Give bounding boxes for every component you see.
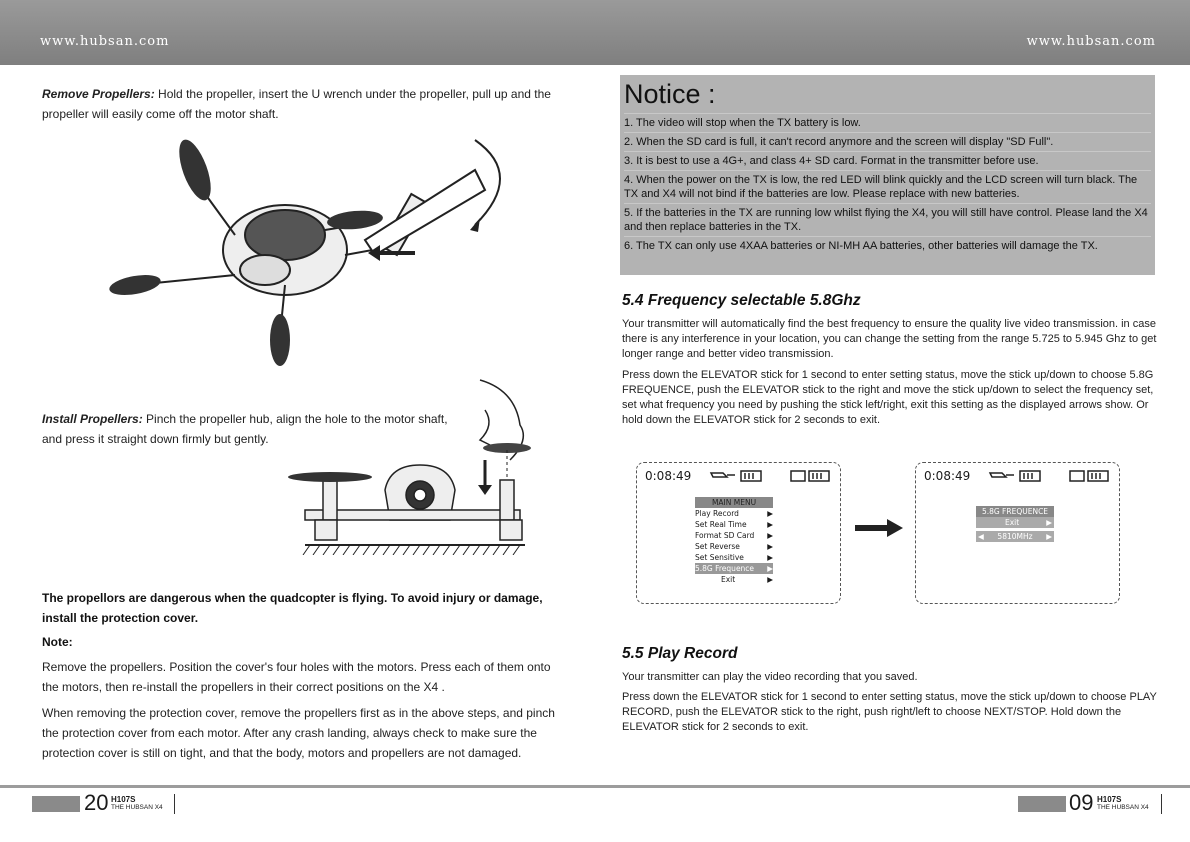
menu-item-label: Play Record [695, 509, 739, 518]
right-page-number: 09 [1069, 790, 1094, 815]
remove-propellers-paragraph [42, 84, 562, 124]
notice-item: 5. If the batteries in the TX are running low whilst flying the X4, you will still have control. Please land the X4 and then replace batteries in the TX. [624, 203, 1151, 234]
screen-time: 0:08:49 [924, 469, 971, 483]
section-5-5-paragraph-1: Your transmitter can play the video recording that you saved. [622, 671, 918, 683]
play-arrow-icon: ▶ [767, 542, 773, 551]
screen-time: 0:08:49 [645, 469, 692, 483]
section-5-4-paragraph-1: Your transmitter will automatically find the best frequency to ensure the quality live video transmission. in case there is any interference in your location, you can change the setting from the range 5.725 to 5.945 Ghz to get longer range and better video transmission. [622, 318, 1157, 360]
frequency-menu-header: 5.8G FREQUENCE [976, 506, 1054, 517]
exit-label: Exit [1005, 518, 1020, 527]
play-arrow-icon: ▶ [767, 564, 773, 573]
model-subtitle: THE HUBSAN X4 [111, 804, 163, 811]
safety-warning: The propellors are dangerous when the quadcopter is flying. To avoid injury or damage, install the protection cover. [42, 591, 543, 625]
header-url-left: www.hubsan.com [40, 34, 170, 49]
notice-title: Notice : [624, 79, 716, 109]
play-arrow-icon: ▶ [767, 520, 773, 529]
model-subtitle: THE HUBSAN X4 [1097, 804, 1149, 811]
footer-divider [1161, 794, 1162, 814]
page-number-block [1018, 796, 1066, 812]
notice-item: 2. When the SD card is full, it can't record anymore and the screen will display "SD Full". [624, 132, 1151, 149]
model-name: H107S [1097, 795, 1122, 804]
play-arrow-icon: ▶ [1046, 532, 1052, 541]
tx-screen-frequency [915, 462, 1120, 604]
menu-item-selected [695, 563, 773, 574]
notice-item: 6. The TX can only use 4XAA batteries or NI-MH AA batteries, other batteries will damage the TX. [624, 236, 1151, 253]
right-footer-model [1097, 796, 1149, 812]
menu-item [695, 552, 773, 563]
section-5-5-title: 5.5 Play Record [622, 645, 738, 662]
menu-item [695, 530, 773, 541]
left-arrow-icon: ◀ [978, 532, 984, 541]
install-propeller-illustration [285, 370, 545, 555]
remove-propellers-title: Remove Propellers: [42, 87, 155, 101]
play-arrow-icon: ▶ [767, 553, 773, 562]
header-url-right: www.hubsan.com [1026, 34, 1156, 49]
main-menu [695, 497, 773, 585]
remove-propellers-text: Hold the propeller, insert the U wrench under the propeller, pull up and the propeller will easily come off the motor shaft. [42, 87, 551, 121]
play-arrow-icon: ▶ [1046, 518, 1052, 527]
note-paragraph-2: When removing the protection cover, remove the propellers first as in the above steps, and pinch the protection cover from each motor. After any crash landing, always check to make sure the protection cover is still on tight, and that the body, motors and propellers are not damaged. [42, 706, 555, 760]
page-header [0, 0, 1190, 65]
remove-propeller-illustration [55, 135, 515, 370]
frequency-value: 5810MHz [997, 532, 1033, 541]
page-number-block [32, 796, 80, 812]
main-menu-header: MAIN MENU [695, 497, 773, 508]
frequency-menu [976, 506, 1054, 542]
footer-divider [174, 794, 175, 814]
status-icons [709, 469, 839, 483]
status-icons [988, 469, 1118, 483]
note-label: Note: [42, 635, 73, 649]
play-arrow-icon: ▶ [767, 575, 773, 584]
menu-item-label: Format SD Card [695, 531, 755, 540]
menu-item-label: Set Real Time [695, 520, 747, 529]
play-arrow-icon: ▶ [767, 509, 773, 518]
frequency-exit-row [976, 517, 1054, 528]
notice-box [620, 75, 1155, 275]
left-page-number: 20 [84, 790, 109, 815]
menu-item [695, 574, 773, 585]
menu-item [695, 541, 773, 552]
right-arrow-icon [855, 518, 905, 538]
notice-item: 4. When the power on the TX is low, the red LED will blink quickly and the LCD screen will turn black. The TX and X4 will not bind if the batteries are low. Please replace with new batteries. [624, 170, 1151, 201]
install-propellers-title: Install Propellers: [42, 412, 143, 426]
section-5-4-paragraph-2: Press down the ELEVATOR stick for 1 second to enter setting status, move the stick up/down to choose 5.8G FREQUENCE, push the ELEVATOR stick to the right and move the stick up/down to select the frequency set, set what frequency you need by pushing the stick left/right, exit this setting as the displayed arrows show. Or hold down the ELEVATOR stick for 2 seconds to exit. [622, 369, 1154, 426]
footer-rule [0, 785, 1190, 788]
install-propellers-text: Pinch the propeller hub, align the hole to the motor shaft, and press it straight down firmly but gently. [42, 412, 448, 446]
notice-item: 3. It is best to use a 4G+, and class 4+ SD card. Format in the transmitter before use. [624, 151, 1151, 168]
menu-item-label: Set Reverse [695, 542, 740, 551]
menu-item-label: Exit [721, 575, 736, 584]
menu-item-label: 5.8G Frequence [695, 564, 755, 573]
menu-item [695, 508, 773, 519]
section-5-5-paragraph-2: Press down the ELEVATOR stick for 1 second to enter setting status, move the stick up/down to choose PLAY RECORD, push the ELEVATOR stick to the right, push right/left to choose NEXT/STOP. Hold down the ELEVATOR stick for 2 seconds to exit. [622, 691, 1157, 733]
model-name: H107S [111, 795, 136, 804]
tx-screen-main-menu [636, 462, 841, 604]
note-paragraph-1: Remove the propellers. Position the cover's four holes with the motors. Press each of them onto the motors, then re-install the propellers in their correct positions on the X4 . [42, 660, 551, 694]
frequency-value-row [976, 531, 1054, 542]
menu-item-label: Set Sensitive [695, 553, 744, 562]
menu-item [695, 519, 773, 530]
play-arrow-icon: ▶ [767, 531, 773, 540]
left-footer-model [111, 796, 163, 812]
notice-item: 1. The video will stop when the TX battery is low. [624, 113, 1151, 130]
section-5-4-title: 5.4 Frequency selectable 5.8Ghz [622, 292, 861, 309]
